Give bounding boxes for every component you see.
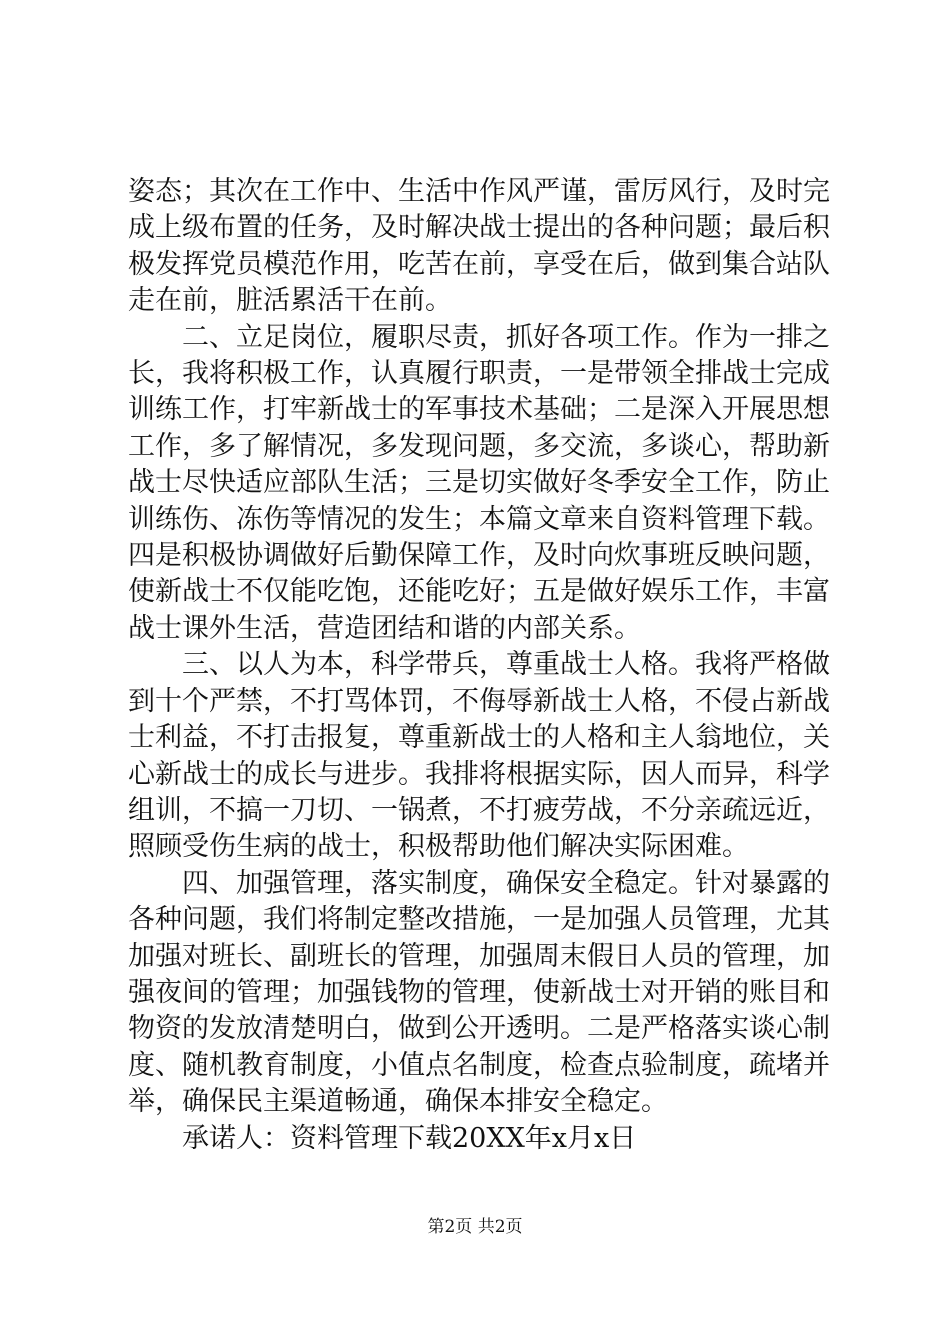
page-number-footer: 第2页 共2页 (427, 1217, 523, 1237)
paragraph-section-two: 二、立足岗位，履职尽责，抓好各项工作。作为一排之长，我将积极工作，认真履行职责，一是带领全排战士完成训练工作，打牢新战士的军事技术基础；二是深入开展思想工作，多了解情况，多发现问题，多交流，多谈心，帮助新战士尽快适应部队生活；三是切实做好冬季安全工作，防止训练伤、冻伤等情况的发生；本篇文章来自资料管理下载。四是积极协调做好后勤保障工作，及时向炊事班反映问题，使新战士不仅能吃饱，还能吃好；五是做好娱乐工作，丰富战士课外生活，营造团结和谐的内部关系。 (128, 321, 830, 644)
document-body (128, 174, 830, 1157)
paragraph-continuation: 姿态；其次在工作中、生活中作风严谨，雷厉风行，及时完成上级布置的任务，及时解决战士提出的各种问题；最后积极发挥党员模范作用，吃苦在前，享受在后，做到集合站队走在前，脏活累活干在前。 (128, 176, 830, 317)
paragraph-section-four: 四、加强管理，落实制度，确保安全稳定。针对暴露的各种问题，我们将制定整改措施，一是加强人员管理，尤其加强对班长、副班长的管理，加强周末假日人员的管理，加强夜间的管理；加强钱物的管理，使新战士对开销的账目和物资的发放清楚明白，做到公开透明。二是严格落实谈心制度、随机教育制度，小值点名制度，检查点验制度，疏堵并举，确保民主渠道畅通，确保本排安全稳定。 (128, 867, 830, 1118)
paragraph-section-three: 三、以人为本，科学带兵，尊重战士人格。我将严格做到十个严禁，不打骂体罚，不侮辱新战士人格，不侵占新战士利益，不打击报复，尊重新战士的人格和主人翁地位，关心新战士的成长与进步。我排将根据实际，因人而异，科学组训，不搞一刀切、一锅煮，不打疲劳战，不分亲疏远近，照顾受伤生病的战士，积极帮助他们解决实际困难。 (128, 649, 830, 863)
signature-line: 承诺人：资料管理下载20XX年x月x日 (182, 1122, 637, 1154)
